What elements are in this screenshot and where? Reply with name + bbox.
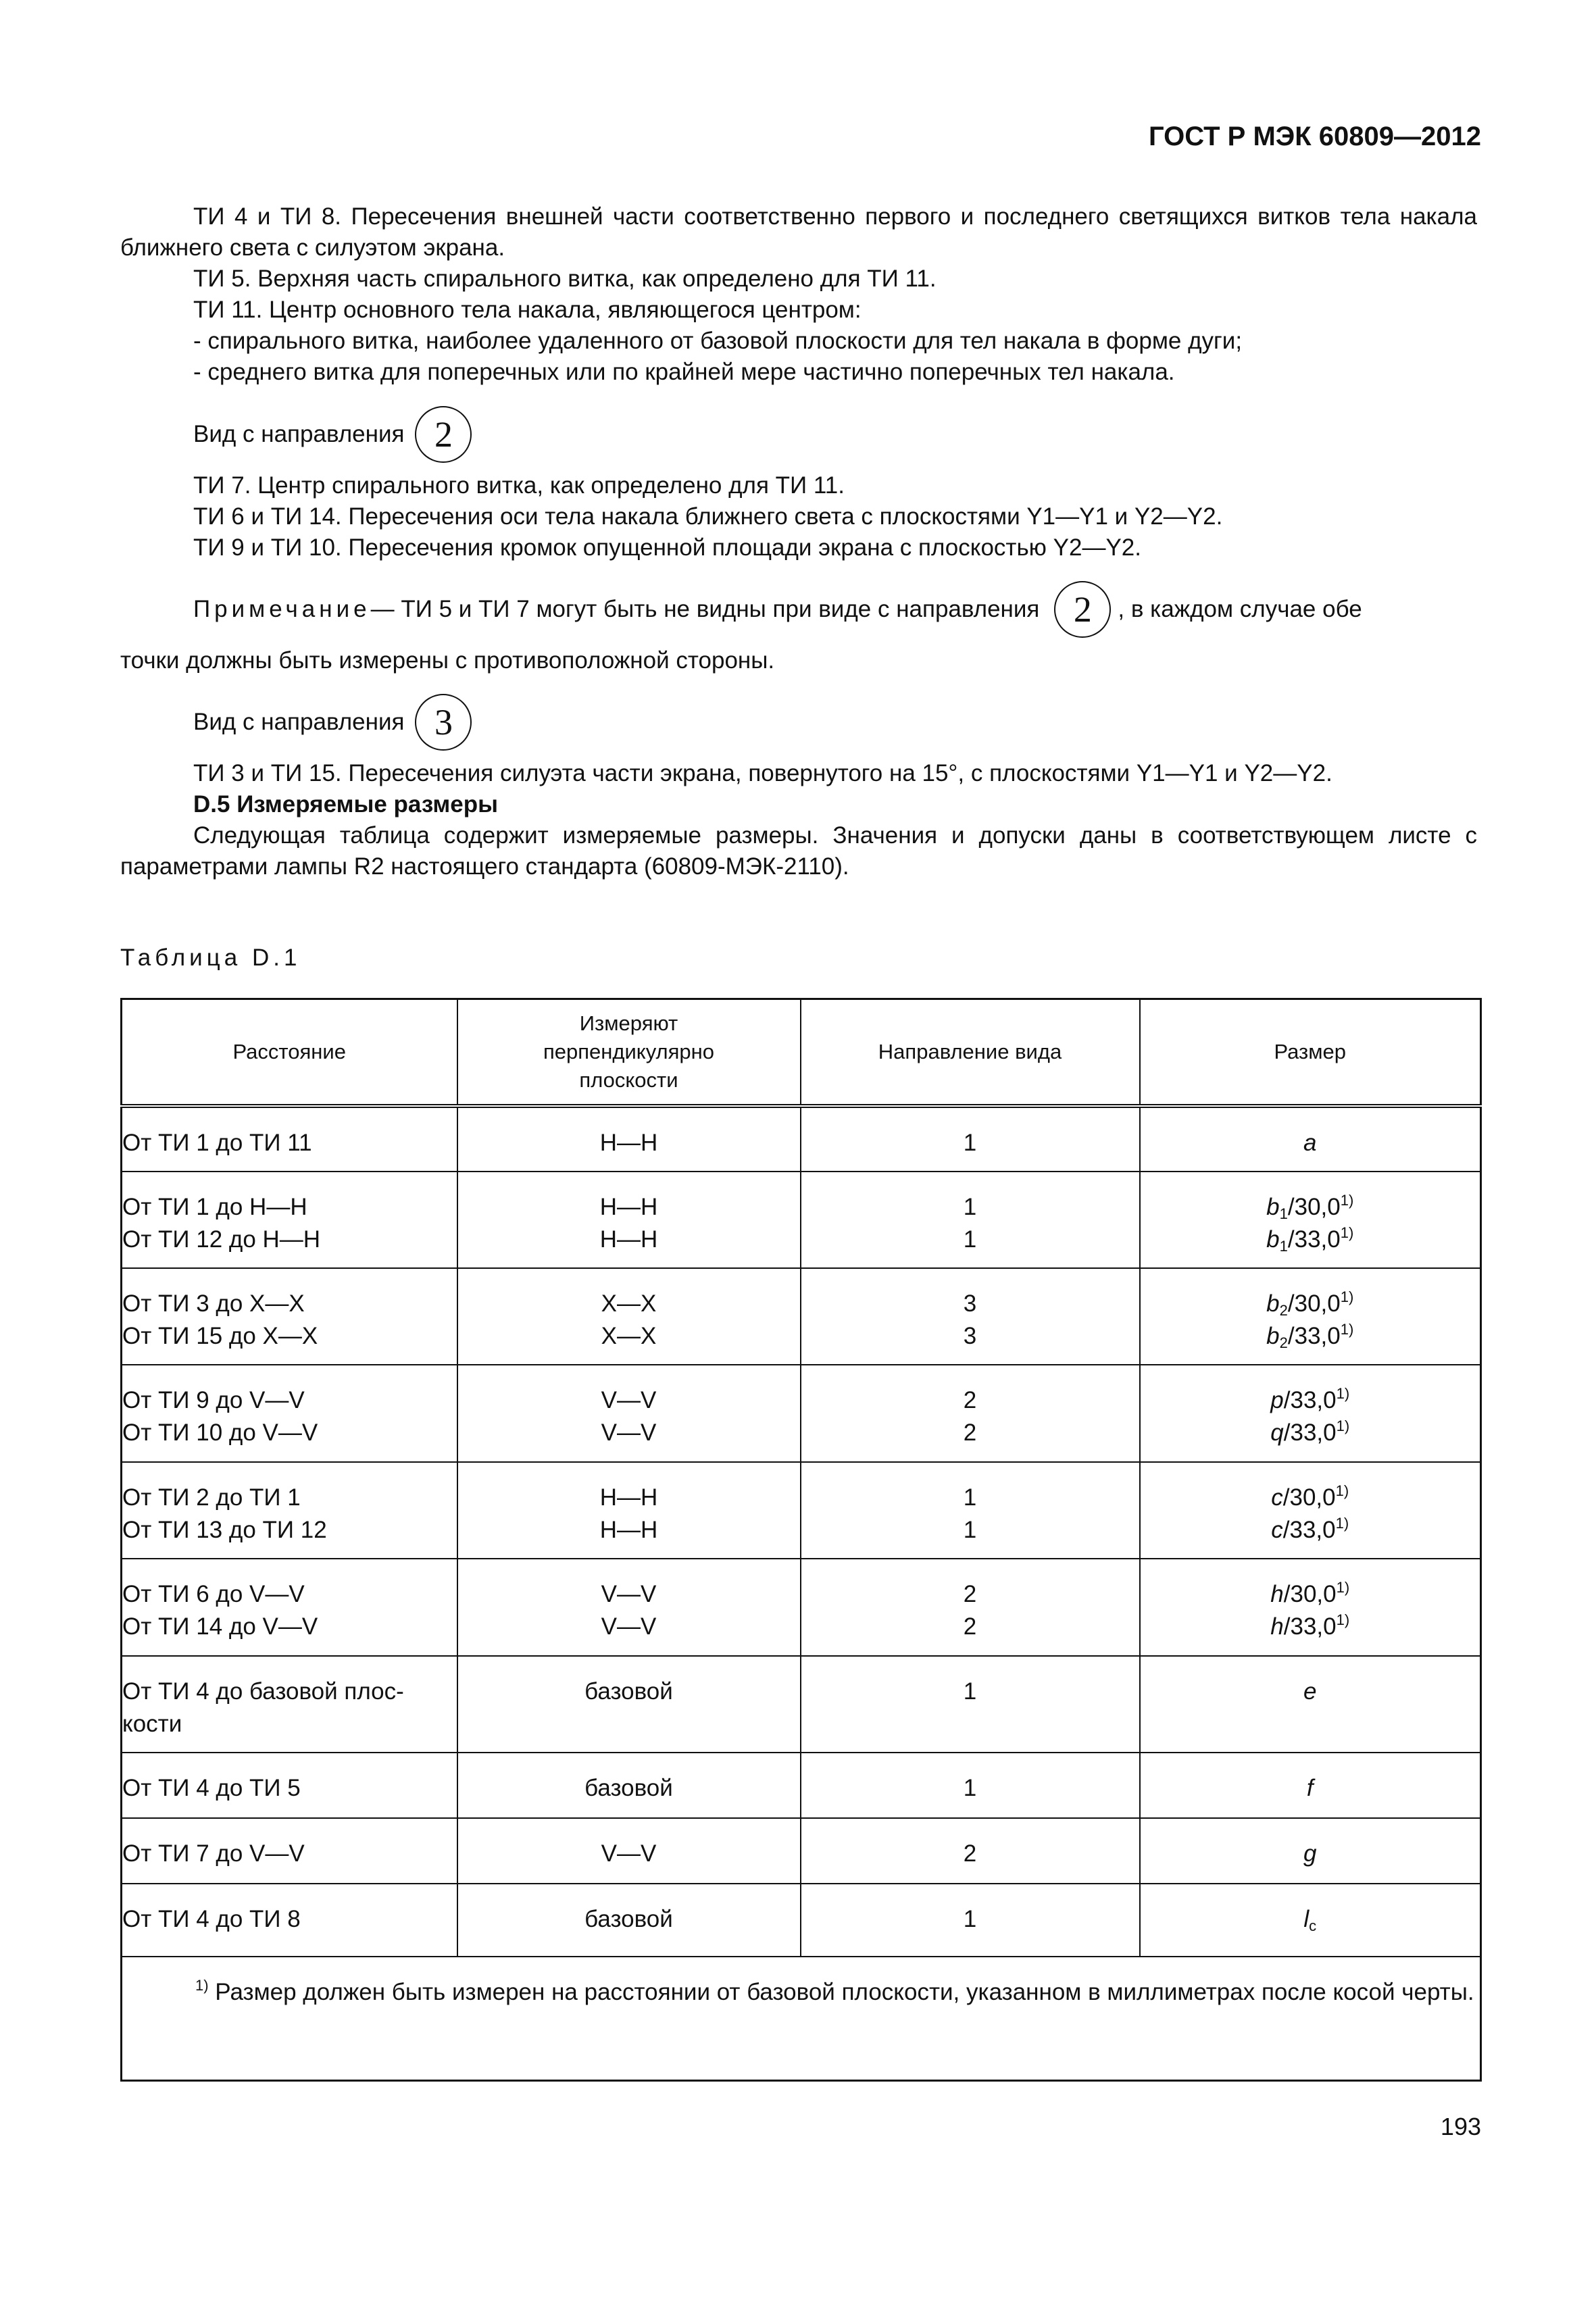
view-line: 2 — [963, 1840, 977, 1867]
view-direction-3 — [120, 692, 1477, 753]
cell-size — [1140, 1884, 1481, 1956]
distance-line: От ТИ 10 до V—V — [122, 1419, 318, 1447]
plane-line: V—V — [601, 1419, 657, 1447]
cell-view-direction — [801, 1365, 1140, 1461]
cell-size — [1140, 1462, 1481, 1559]
size-value: /33,0 — [1283, 1419, 1337, 1447]
cell-view-direction — [801, 1753, 1140, 1818]
size-line — [1141, 1578, 1480, 1611]
cell-plane — [457, 1172, 801, 1268]
plane-line: базовой — [584, 1775, 673, 1802]
view-line: 1 — [963, 1516, 977, 1543]
plane-line: базовой — [584, 1678, 673, 1705]
note-block — [120, 579, 1477, 676]
size-line — [1141, 1320, 1480, 1353]
column-header-size: Размер — [1140, 999, 1481, 1106]
column-header-plane: Измеряют перпендикулярно плоскости — [457, 999, 801, 1106]
footnote-ref: 1) — [1340, 1288, 1354, 1305]
size-subscript: c — [1309, 1917, 1317, 1935]
note-label: Примечание — [193, 596, 371, 622]
cell-plane — [457, 1365, 801, 1461]
view-direction-2 — [120, 404, 1477, 465]
view-line: 1 — [963, 1193, 977, 1220]
size-value: /33,0 — [1283, 1613, 1337, 1640]
cell-plane — [457, 1818, 801, 1884]
size-value: /33,0 — [1287, 1322, 1341, 1349]
size-line — [1141, 1676, 1480, 1708]
size-symbol: l — [1303, 1906, 1310, 1933]
cell-view-direction — [801, 1172, 1140, 1268]
cell-view-direction — [801, 1106, 1140, 1172]
plane-line: базовой — [584, 1906, 673, 1933]
body-text-lower — [120, 758, 1477, 882]
cell-distance — [122, 1884, 457, 1956]
view-line: 3 — [963, 1322, 977, 1349]
distance-line: От ТИ 3 до X—X — [122, 1290, 305, 1317]
cell-distance — [122, 1106, 457, 1172]
view-line: 2 — [963, 1581, 977, 1608]
paragraph-ti4-ti8: ТИ 4 и ТИ 8. Пересечения внешней части соответственно первого и последнего светящихся витков тела накала ближнего света с силуэтом экрана. — [120, 203, 1477, 261]
cell-distance — [122, 1753, 457, 1818]
view-number-circle: 3 — [415, 694, 472, 751]
note-continuation: точки должны быть измерены с противоположной стороны. — [120, 647, 775, 674]
list-item-spiral: - спирального витка, наиболее удаленного от базовой плоскости для тел накала в форме дуги; — [193, 328, 1243, 354]
size-symbol: b — [1266, 1193, 1280, 1220]
size-symbol: b — [1266, 1322, 1280, 1349]
footnote-ref: 1) — [1340, 1224, 1354, 1241]
size-value: /33,0 — [1287, 1226, 1341, 1253]
paragraph-ti6-ti14: ТИ 6 и ТИ 14. Пересечения оси тела накала ближнего света с плоскостями Y1—Y1 и Y2—Y2. — [193, 503, 1223, 530]
view-line: 2 — [963, 1387, 977, 1414]
column-header-distance: Расстояние — [122, 999, 457, 1106]
table-row — [122, 1462, 1481, 1559]
document-id-header: ГОСТ Р МЭК 60809—2012 — [1148, 122, 1481, 151]
distance-line: От ТИ 4 до базовой плос-кости — [122, 1678, 404, 1737]
size-symbol: q — [1270, 1419, 1284, 1447]
table-row — [122, 1172, 1481, 1268]
paragraph-ti7: ТИ 7. Центр спирального витка, как определено для ТИ 11. — [193, 472, 845, 499]
size-line — [1141, 1514, 1480, 1546]
table-row — [122, 1818, 1481, 1884]
distance-line: От ТИ 2 до ТИ 1 — [122, 1484, 301, 1511]
cell-plane — [457, 1268, 801, 1365]
footnote-ref: 1) — [1336, 1385, 1350, 1403]
view-line: 1 — [963, 1906, 977, 1933]
footnote-ref: 1) — [1340, 1191, 1354, 1209]
cell-view-direction — [801, 1818, 1140, 1884]
note-text-part1: — ТИ 5 и ТИ 7 могут быть не видны при виде с направления — [370, 596, 1040, 622]
cell-plane — [457, 1656, 801, 1753]
table-row — [122, 1656, 1481, 1753]
distance-line: От ТИ 6 до V—V — [122, 1581, 305, 1608]
distance-line: От ТИ 14 до V—V — [122, 1613, 318, 1640]
cell-view-direction — [801, 1559, 1140, 1655]
plane-line: V—V — [601, 1840, 657, 1867]
column-header-view-direction: Направление вида — [801, 999, 1140, 1106]
size-value: /33,0 — [1282, 1516, 1336, 1543]
cell-size — [1140, 1818, 1481, 1884]
distance-line: От ТИ 9 до V—V — [122, 1387, 305, 1414]
cell-size — [1140, 1365, 1481, 1461]
size-line — [1141, 1611, 1480, 1643]
distance-line: От ТИ 7 до V—V — [122, 1840, 305, 1867]
view-line: 2 — [963, 1419, 977, 1447]
size-symbol: h — [1270, 1581, 1284, 1608]
paragraph-ti3-ti15: ТИ 3 и ТИ 15. Пересечения силуэта части экрана, повернутого на 15°, с плоскостями Y1—Y1 и Y2—Y2. — [193, 760, 1332, 786]
view-label: Вид с направления — [193, 421, 405, 447]
plane-line: V—V — [601, 1581, 657, 1608]
size-symbol: p — [1270, 1387, 1284, 1414]
note-text-part2: , в каждом случае обе — [1118, 596, 1362, 622]
table-row — [122, 1559, 1481, 1655]
cell-size — [1140, 1268, 1481, 1365]
size-subscript: 1 — [1279, 1205, 1288, 1222]
size-symbol: c — [1271, 1484, 1283, 1511]
cell-view-direction — [801, 1656, 1140, 1753]
size-line — [1141, 1838, 1480, 1870]
size-value: /30,0 — [1287, 1290, 1341, 1317]
paragraph-table-intro: Следующая таблица содержит измеряемые размеры. Значения и допуски даны в соответствующем листе с параметрами лампы R2 настоящего стандарта (60809-МЭК-2110). — [120, 822, 1477, 880]
table-footnote-row — [122, 1957, 1481, 2081]
cell-size — [1140, 1656, 1481, 1753]
cell-size — [1140, 1753, 1481, 1818]
cell-distance — [122, 1365, 457, 1461]
body-text-upper — [120, 201, 1477, 388]
table-row — [122, 1365, 1481, 1461]
size-symbol: h — [1270, 1613, 1284, 1640]
table-row — [122, 1753, 1481, 1818]
distance-line: От ТИ 15 до X—X — [122, 1322, 318, 1349]
size-line — [1141, 1191, 1480, 1224]
view-line: 1 — [963, 1484, 977, 1511]
footnote-ref: 1) — [1340, 1320, 1354, 1338]
plane-line: V—V — [601, 1387, 657, 1414]
size-line — [1141, 1482, 1480, 1514]
size-line — [1141, 1903, 1480, 1936]
size-line — [1141, 1288, 1480, 1320]
view-line: 3 — [963, 1290, 977, 1317]
cell-distance — [122, 1656, 457, 1753]
view-line: 1 — [963, 1226, 977, 1253]
distance-line: От ТИ 1 до H—H — [122, 1193, 307, 1220]
view-line: 2 — [963, 1613, 977, 1640]
note-view-number-circle: 2 — [1054, 581, 1111, 638]
footnote-ref: 1) — [1336, 1579, 1350, 1596]
page-number: 193 — [1440, 2113, 1481, 2140]
cell-plane — [457, 1753, 801, 1818]
cell-size — [1140, 1172, 1481, 1268]
plane-line: H—H — [599, 1193, 658, 1220]
cell-view-direction — [801, 1884, 1140, 1956]
footnote-ref: 1) — [1335, 1482, 1349, 1499]
footnote-ref: 1) — [1336, 1611, 1350, 1629]
size-symbol: g — [1303, 1840, 1317, 1867]
cell-distance — [122, 1172, 457, 1268]
size-symbol: b — [1266, 1226, 1280, 1253]
plane-line: H—H — [599, 1129, 658, 1156]
cell-distance — [122, 1559, 457, 1655]
size-symbol: a — [1303, 1129, 1317, 1156]
cell-size — [1140, 1559, 1481, 1655]
plane-line: V—V — [601, 1613, 657, 1640]
view-line: 1 — [963, 1129, 977, 1156]
size-line — [1141, 1417, 1480, 1449]
cell-plane — [457, 1884, 801, 1956]
size-value: /30,0 — [1283, 1581, 1337, 1608]
table-row — [122, 1106, 1481, 1172]
distance-line: От ТИ 4 до ТИ 5 — [122, 1775, 301, 1802]
size-subscript: 2 — [1279, 1334, 1288, 1351]
distance-line: От ТИ 1 до ТИ 11 — [122, 1129, 312, 1156]
cell-size — [1140, 1106, 1481, 1172]
cell-plane — [457, 1106, 801, 1172]
cell-plane — [457, 1462, 801, 1559]
cell-plane — [457, 1559, 801, 1655]
size-line — [1141, 1224, 1480, 1256]
plane-line: X—X — [601, 1290, 657, 1317]
size-value: /33,0 — [1283, 1387, 1337, 1414]
size-line — [1141, 1127, 1480, 1159]
cell-distance — [122, 1818, 457, 1884]
plane-line: X—X — [601, 1322, 657, 1349]
size-subscript: 1 — [1279, 1237, 1288, 1255]
dimensions-table — [120, 998, 1482, 2082]
footnote-ref: 1) — [1335, 1514, 1349, 1532]
cell-view-direction — [801, 1268, 1140, 1365]
view-line: 1 — [963, 1678, 977, 1705]
plane-line: H—H — [599, 1484, 658, 1511]
table-header-row — [122, 999, 1481, 1106]
table-footnote — [122, 1957, 1481, 2081]
cell-distance — [122, 1268, 457, 1365]
size-value: /30,0 — [1282, 1484, 1336, 1511]
size-symbol: b — [1266, 1290, 1280, 1317]
list-item-middle: - среднего витка для поперечных или по крайней мере частично поперечных тел накала. — [193, 359, 1175, 385]
size-symbol: e — [1303, 1678, 1317, 1705]
size-symbol: f — [1306, 1775, 1314, 1802]
table-row — [122, 1268, 1481, 1365]
section-heading: D.5 Измеряемые размеры — [193, 791, 498, 818]
paragraph-ti9-ti10: ТИ 9 и ТИ 10. Пересечения кромок опущенной площади экрана с плоскостью Y2—Y2. — [193, 534, 1141, 561]
size-symbol: c — [1271, 1516, 1283, 1543]
cell-distance — [122, 1462, 457, 1559]
view-line: 1 — [963, 1775, 977, 1802]
table-title: Таблица D.1 — [120, 945, 301, 971]
distance-line: От ТИ 12 до H—H — [122, 1226, 321, 1253]
size-line — [1141, 1772, 1480, 1805]
view-number-circle: 2 — [415, 406, 472, 463]
view-label: Вид с направления — [193, 709, 405, 735]
plane-line: H—H — [599, 1226, 658, 1253]
table-row — [122, 1884, 1481, 1956]
plane-line: H—H — [599, 1516, 658, 1543]
body-text-middle — [120, 470, 1477, 563]
distance-line: От ТИ 4 до ТИ 8 — [122, 1906, 301, 1933]
size-value: /30,0 — [1287, 1193, 1341, 1220]
paragraph-ti5: ТИ 5. Верхняя часть спирального витка, как определено для ТИ 11. — [193, 266, 937, 292]
footnote-mark: 1) — [195, 1976, 209, 1994]
cell-view-direction — [801, 1462, 1140, 1559]
size-line — [1141, 1384, 1480, 1417]
distance-line: От ТИ 13 до ТИ 12 — [122, 1516, 327, 1543]
size-subscript: 2 — [1279, 1301, 1288, 1319]
paragraph-ti11: ТИ 11. Центр основного тела накала, являющегося центром: — [193, 297, 862, 323]
footnote-ref: 1) — [1336, 1417, 1350, 1435]
footnote-text: Размер должен быть измерен на расстоянии от базовой плоскости, указанном в миллиметрах после косой черты. — [208, 1978, 1474, 2005]
